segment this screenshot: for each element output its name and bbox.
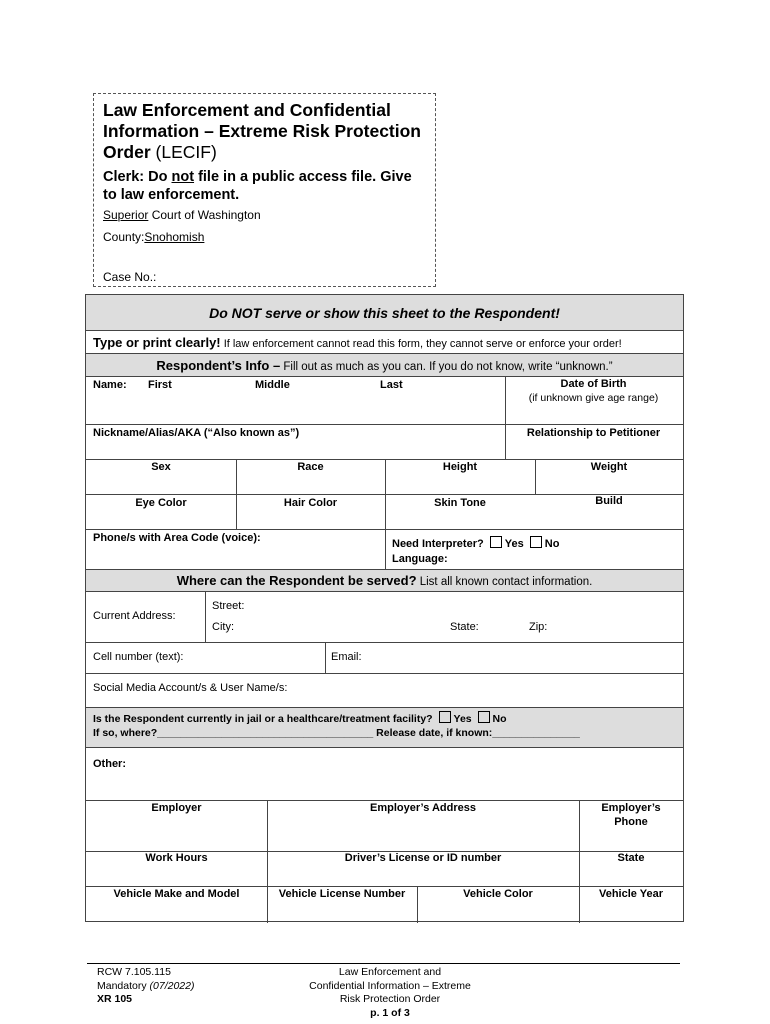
race-field[interactable]: Race <box>297 461 324 473</box>
jail-where-field[interactable]: If so, where?_____________________________________ Release date, if known:_______________ <box>93 727 580 739</box>
city-field[interactable]: City: <box>212 621 234 633</box>
zip-field[interactable]: Zip: <box>529 621 548 633</box>
employer-phone-label-2: Phone <box>614 816 648 828</box>
footer-rule <box>87 963 680 964</box>
jail-no-checkbox[interactable] <box>478 711 490 723</box>
height-field[interactable]: Height <box>442 461 478 473</box>
respondent-info-heading: Respondent’s Info – Fill out as much as you can. If you do not know, write “unknown.” <box>156 358 613 373</box>
work-hours-field[interactable]: Work Hours <box>145 852 208 864</box>
court-name: Superior Court of Washington <box>103 208 261 222</box>
caption-box <box>93 93 436 287</box>
name-label: Name: <box>93 379 127 391</box>
language-field[interactable]: Language: <box>392 553 448 565</box>
employer-phone-field[interactable]: Employer’s <box>601 802 661 814</box>
form-title: Law Enforcement and Confidential Information – Extreme Risk Protection Order (LECIF) <box>103 100 421 162</box>
vehicle-year-field[interactable]: Vehicle Year <box>598 888 664 900</box>
footer-center: Law Enforcement and Confidential Information – Extreme Risk Protection Order p. 1 of 3 <box>290 966 490 1020</box>
employer-address-field[interactable]: Employer’s Address <box>370 802 476 814</box>
dob-note: (if unknown give age range) <box>528 392 659 404</box>
do-not-serve-heading: Do NOT serve or show this sheet to the Respondent! <box>209 305 560 321</box>
case-number-field[interactable]: Case No.: <box>103 270 157 284</box>
eye-color-field[interactable]: Eye Color <box>135 497 187 509</box>
email-field[interactable]: Email: <box>331 651 362 663</box>
build-field[interactable]: Build <box>595 495 623 507</box>
county-field[interactable]: County:Snohomish <box>103 230 205 244</box>
weight-field[interactable]: Weight <box>590 461 628 473</box>
jail-yes-checkbox[interactable] <box>439 711 451 723</box>
cell-number-field[interactable]: Cell number (text): <box>93 651 184 663</box>
license-state-field[interactable]: State <box>617 852 645 864</box>
skin-tone-field[interactable]: Skin Tone <box>434 497 486 509</box>
phone-field[interactable]: Phone/s with Area Code (voice): <box>93 532 261 544</box>
interpreter-question: Need Interpreter? Yes No <box>392 538 560 550</box>
interpreter-no-checkbox[interactable] <box>530 536 542 548</box>
vehicle-make-field[interactable]: Vehicle Make and Model <box>113 888 240 900</box>
sex-field[interactable]: Sex <box>151 461 171 473</box>
drivers-license-field[interactable]: Driver’s License or ID number <box>344 852 502 864</box>
hair-color-field[interactable]: Hair Color <box>283 497 338 509</box>
middle-name-field[interactable]: Middle <box>255 379 290 391</box>
jail-question: Is the Respondent currently in jail or a healthcare/treatment facility? Yes No <box>93 713 507 725</box>
social-media-field[interactable]: Social Media Account/s & User Name/s: <box>93 682 288 694</box>
nickname-field[interactable]: Nickname/Alias/AKA (“Also known as”) <box>93 427 300 439</box>
type-clearly-note: Type or print clearly! If law enforcement cannot read this form, they cannot serve or enforce your order! <box>93 335 622 350</box>
other-field[interactable]: Other: <box>93 758 126 770</box>
page-number: p. 1 of 3 <box>370 1006 410 1019</box>
last-name-field[interactable]: Last <box>380 379 403 391</box>
street-field[interactable]: Street: <box>212 600 245 612</box>
relationship-field[interactable]: Relationship to Petitioner <box>526 427 661 439</box>
footer-left: RCW 7.105.115 Mandatory (07/2022) XR 105 <box>97 966 195 1005</box>
interpreter-yes-checkbox[interactable] <box>490 536 502 548</box>
date-of-birth-field[interactable]: Date of Birth <box>560 378 627 390</box>
respondent-info-form <box>85 294 684 922</box>
employer-field[interactable]: Employer <box>151 802 202 814</box>
state-field[interactable]: State: <box>450 621 479 633</box>
vehicle-color-field[interactable]: Vehicle Color <box>463 888 533 900</box>
current-address-label: Current Address: <box>93 610 176 622</box>
first-name-field[interactable]: First <box>148 379 172 391</box>
clerk-instruction: Clerk: Do not file in a public access file. Give to law enforcement. <box>103 169 412 203</box>
vehicle-license-field[interactable]: Vehicle License Number <box>278 888 406 900</box>
served-heading: Where can the Respondent be served? List all known contact information. <box>176 573 593 588</box>
